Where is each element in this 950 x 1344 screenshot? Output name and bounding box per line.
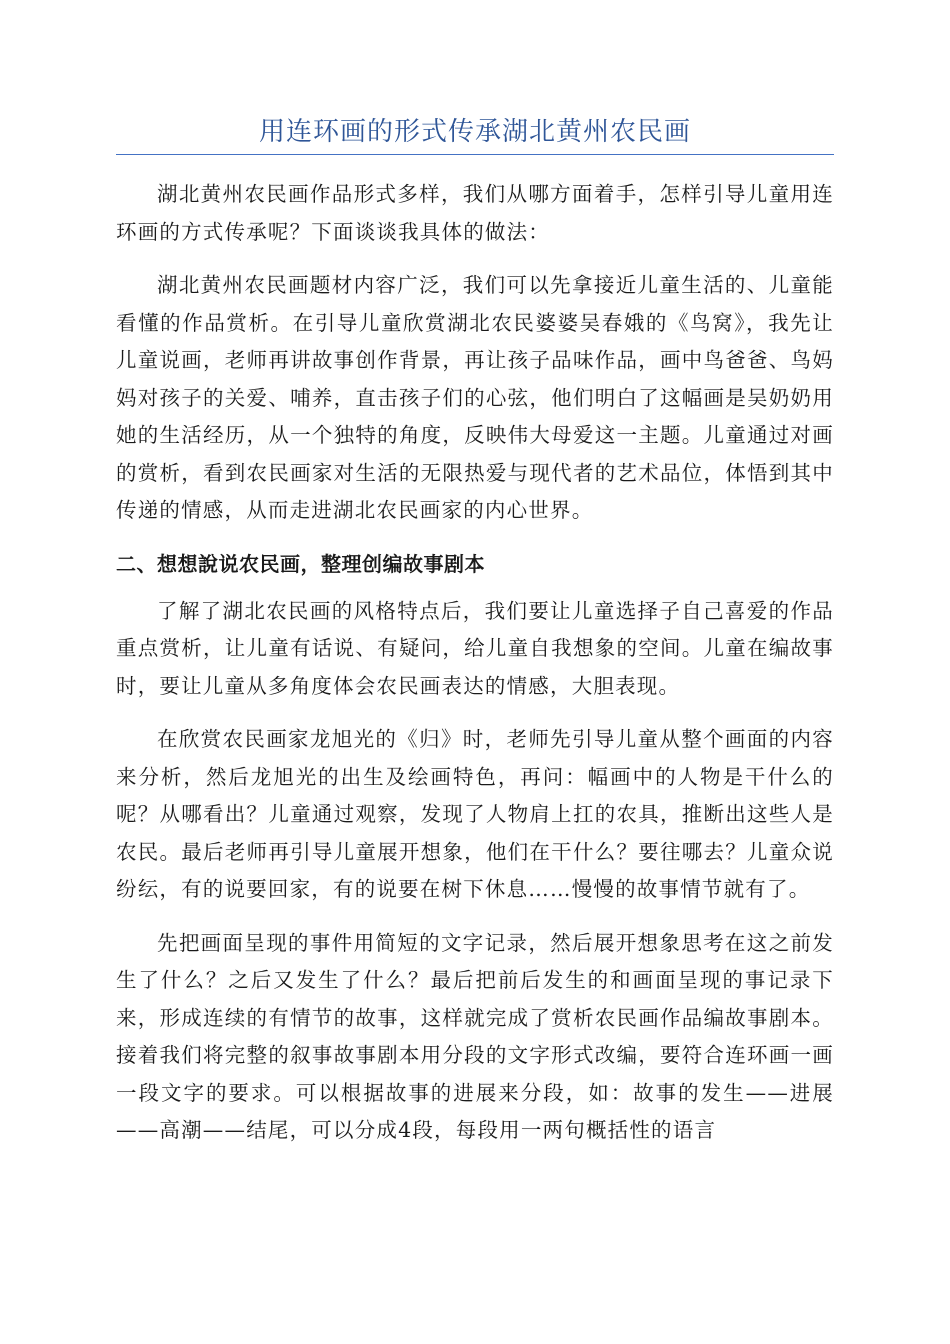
document-title: 用连环画的形式传承湖北黄州农民画 [258,117,691,147]
section-heading-2: 二、想想說说农民画，整理创编故事剧本 [116,551,485,576]
paragraph-intro-2: 湖北黄州农民画题材内容广泛，我们可以先拿接近儿童生活的、儿童能看懂的作品赏析。在引导儿童欣赏湖北农民婆婆吴春娥的《鸟窝》，我先让儿童说画，老师再讲故事创作背景，再让孩子品味作品，画中鸟爸爸、鸟妈妈对孩子的关爱、哺养，直击孩子们的心弦，他们明白了这幅画是吴奶奶用她的生活经历，从一个独特的角度，反映伟大母爱这一主题。儿童通过对画的赏析，看到农民画家对生活的无限热爱与现代者的艺术品位，体悟到其中传递的情感，从而走进湖北农民画家的内心世界。 [116,273,834,522]
paragraph-section2-2: 在欣赏农民画家龙旭光的《归》时，老师先引导儿童从整个画面的内容来分析，然后龙旭光的出生及绘画特色，再问：幅画中的人物是干什么的呢？从哪看出？儿童通过观察，发现了人物肩上扛的农具，推断出这些人是农民。最后老师再引导儿童展开想象，他们在干什么？要往哪去？儿童众说纷纭，有的说要回家，有的说要在树下休息……慢慢的故事情节就有了。 [116,727,834,901]
paragraph-section2-3: 先把画面呈现的事件用简短的文字记录，然后展开想象思考在这之前发生了什么？之后又发生了什么？最后把前后发生的和画面呈现的事记录下来，形成连续的有情节的故事，这样就完成了赏析农民画作品编故事剧本。接着我们将完整的叙事故事剧本用分段的文字形式改编，要符合连环画一画一段文字的要求。可以根据故事的进展来分段，如：故事的发生——进展——高潮——结尾，可以分成4段，每段用一两句概括性的语言 [116,930,834,1142]
document-body [116,176,834,1166]
title-underline [116,154,834,155]
paragraph-section2-1: 了解了湖北农民画的风格特点后，我们要让儿童选择子自己喜爱的作品重点赏析，让儿童有话说、有疑问，给儿童自我想象的空间。儿童在编故事时，要让儿童从多角度体会农民画表达的情感，大胆表现。 [116,598,834,698]
paragraph-intro-1: 湖北黄州农民画作品形式多样，我们从哪方面着手，怎样引导儿童用连环画的方式传承呢？下面谈谈我具体的做法： [116,182,834,244]
